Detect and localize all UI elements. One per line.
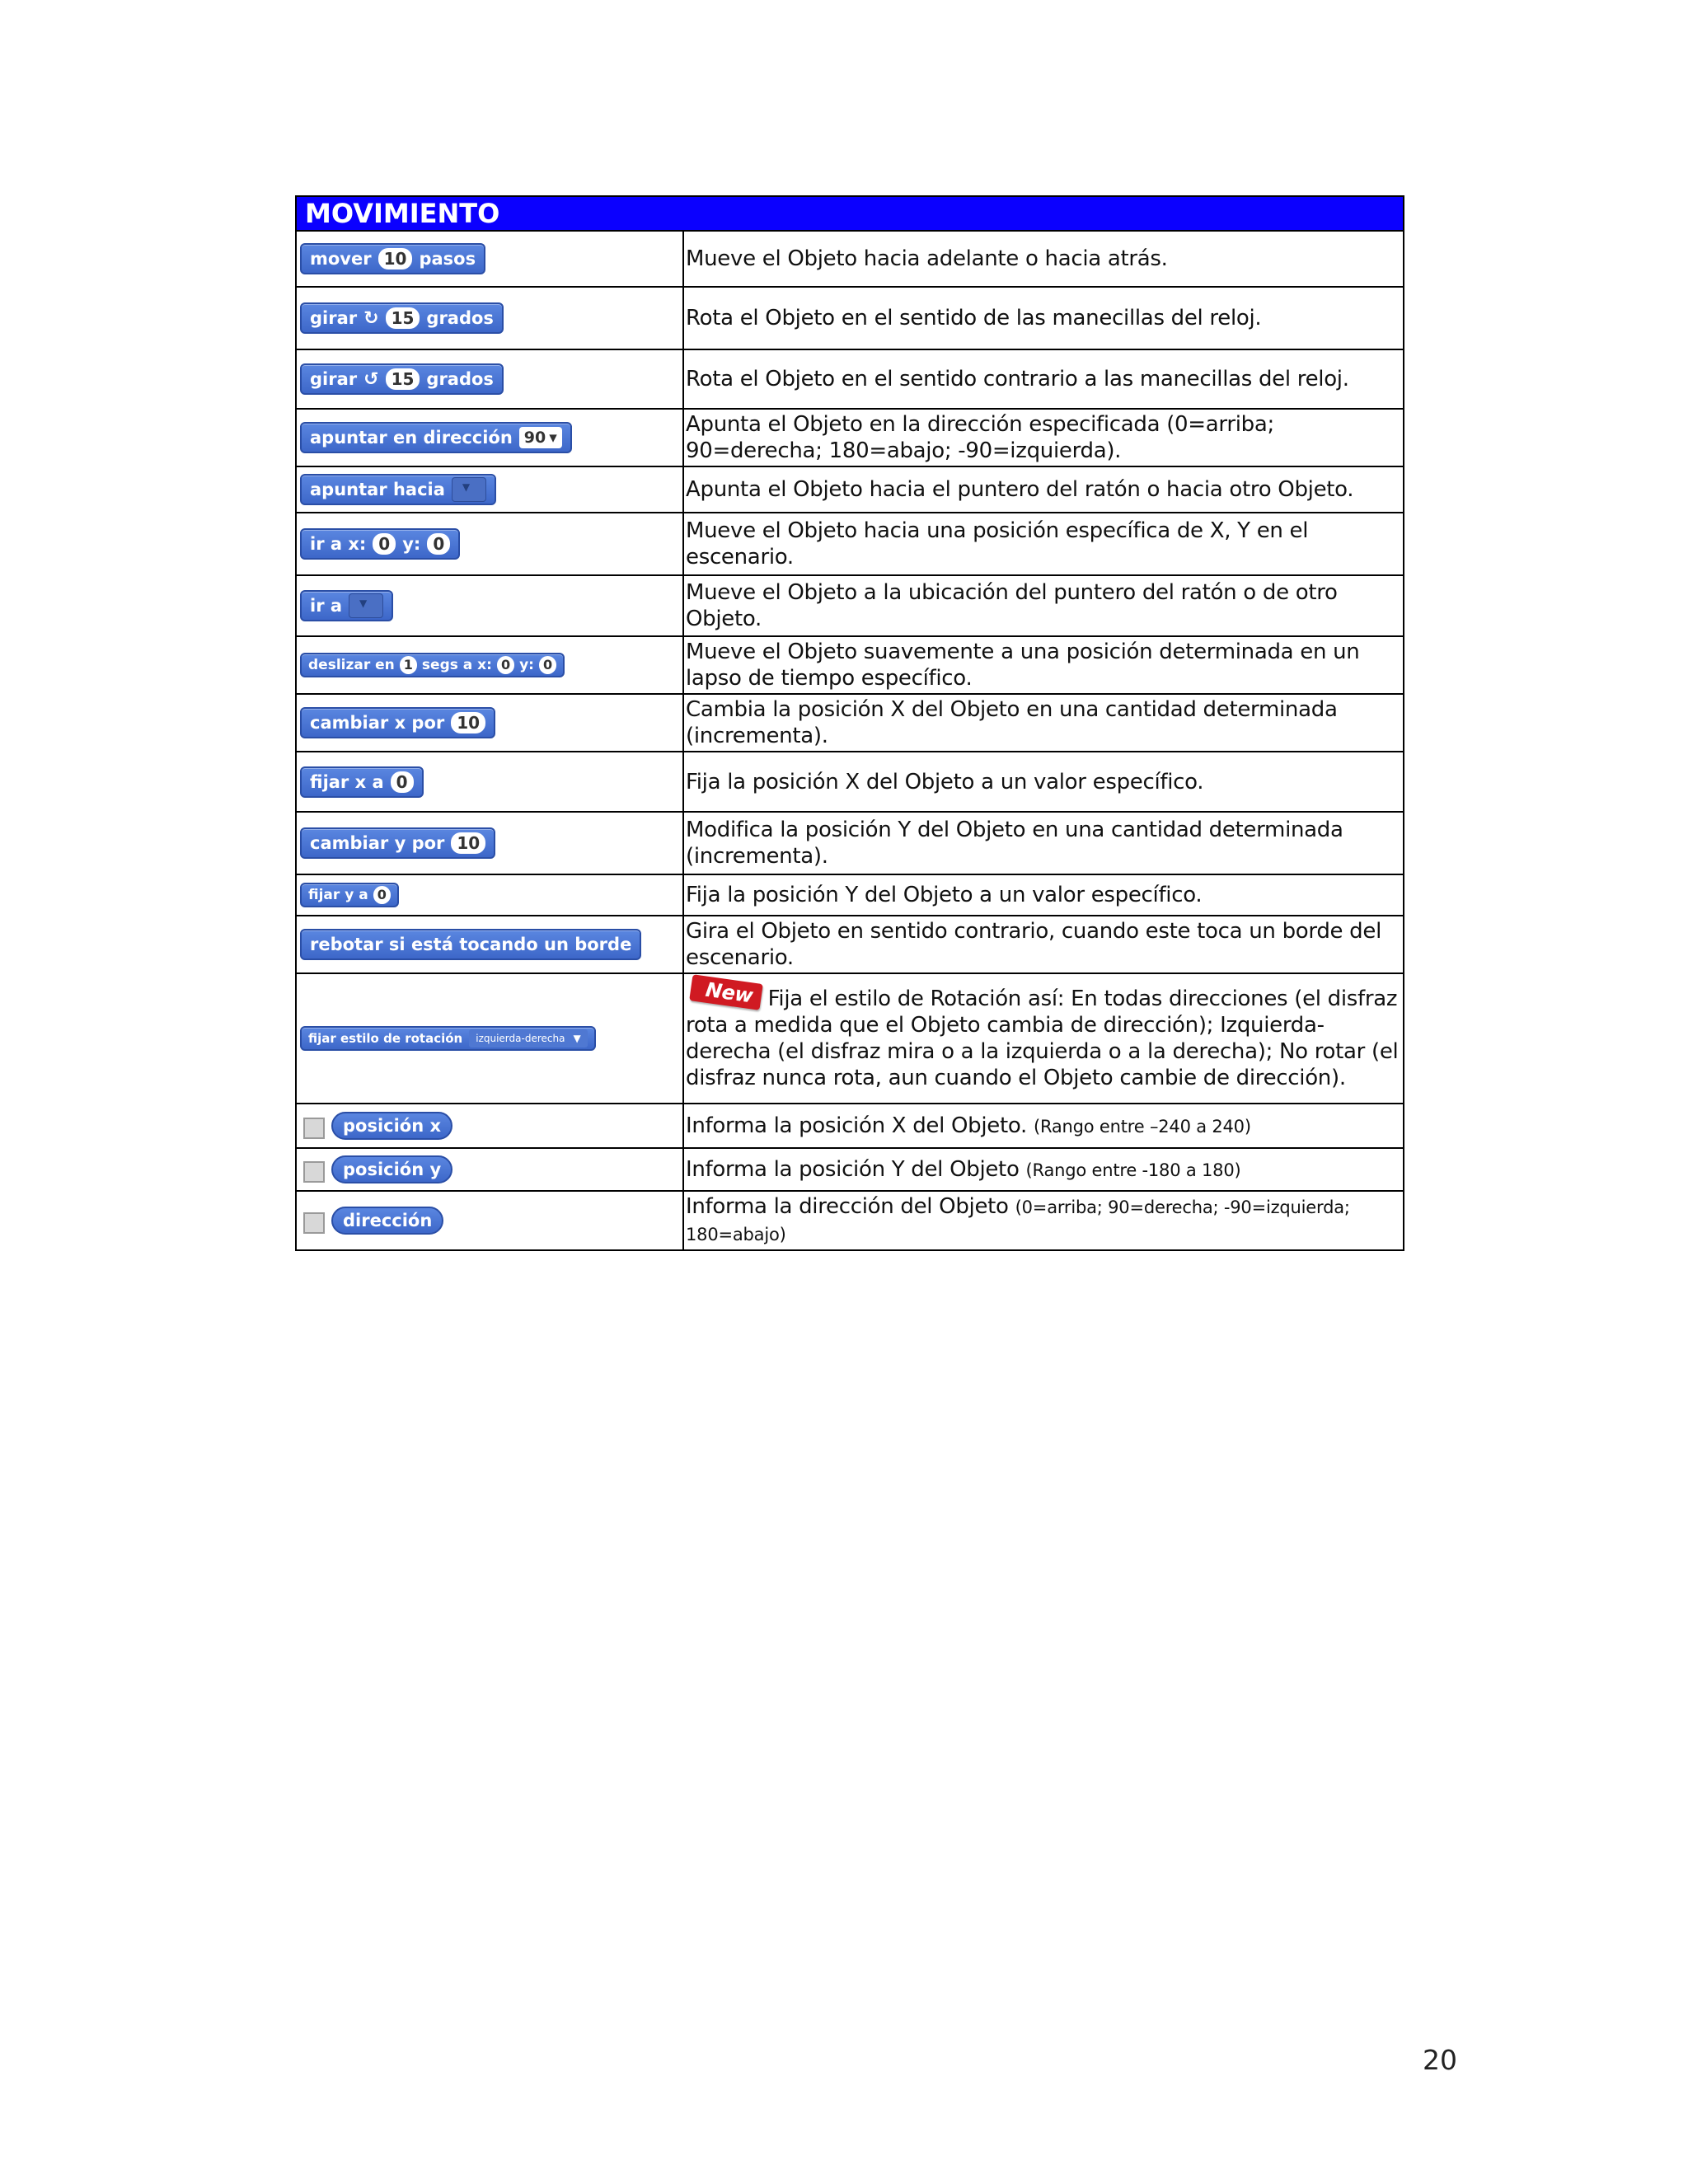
section-title: MOVIMIENTO [296,196,683,231]
block-girar-derecha: girar ↻ 15 grados [300,302,504,334]
row-description: Mueve el Objeto a la ubicación del puntero del ratón o de otro Objeto. [683,575,1404,636]
table-row [296,636,1404,694]
block-cambiar-y: cambiar y por 10 [300,827,495,859]
row-description: Informa la posición X del Objeto. (Rango entre –240 a 240) [683,1104,1404,1148]
table-row [296,349,1404,409]
block-fijar-estilo-rotacion: fijar estilo de rotación izquierda-derecha ▼ [300,1026,596,1051]
checkbox [303,1118,325,1139]
chevron-down-icon: ▼ [573,1033,581,1044]
table-row [296,916,1404,973]
block-ir-a-xy: ir a x: 0 y: 0 [300,528,460,560]
row-description: Mueve el Objeto suavemente a una posición determinada en un lapso de tiempo específico. [683,636,1404,694]
row-description: Apunta el Objeto en la dirección especificada (0=arriba; 90=derecha; 180=abajo; -90=izquierda). [683,409,1404,466]
row-description: Mueve el Objeto hacia adelante o hacia atrás. [683,231,1404,287]
checkbox [303,1212,325,1234]
row-description: Cambia la posición X del Objeto en una cantidad determinada (incrementa). [683,694,1404,752]
row-description: Rota el Objeto en el sentido contrario a las manecillas del reloj. [683,349,1404,409]
motion-blocks-table [295,195,1404,1251]
block-girar-izquierda: girar ↺ 15 grados [300,363,504,395]
block-fijar-x: fijar x a 0 [300,766,424,798]
table-row [296,231,1404,287]
block-rebotar: rebotar si está tocando un borde [300,929,641,960]
dropdown-slot [349,593,383,618]
table-row [296,973,1404,1104]
row-description: Informa la posición Y del Objeto (Rango entre -180 a 180) [683,1148,1404,1191]
chevron-down-icon: ▾ [549,429,557,447]
reporter-direccion: dirección [331,1207,443,1235]
block-fijar-y: fijar y a 0 [300,883,399,907]
table-row [296,812,1404,874]
block-ir-a: ir a ▼ [300,590,393,621]
table-row [296,1104,1404,1148]
row-description: New Fija el estilo de Rotación así: En todas direcciones (el disfraz rota a medida que el Objeto cambia de dirección); Izquierda-derecha (el disfraz mira o a la izquierda o a la derecha); No rotar (el disfraz nunca rota, aun cuando el Objeto cambie de dirección). [683,973,1404,1104]
table-row [296,466,1404,513]
block-apuntar-hacia: apuntar hacia ▼ [300,474,496,505]
block-cambiar-x: cambiar x por 10 [300,707,495,738]
block-mover-pasos: mover 10 pasos [300,243,485,274]
table-row [296,694,1404,752]
block-deslizar: deslizar en 1 segs a x: 0 y: 0 [300,653,565,677]
dropdown-slot [452,477,486,502]
row-description: Rota el Objeto en el sentido de las manecillas del reloj. [683,287,1404,349]
table-row [296,752,1404,812]
row-description: Gira el Objeto en sentido contrario, cuando este toca un borde del escenario. [683,916,1404,973]
table-row [296,287,1404,349]
table-row [296,409,1404,466]
block-apuntar-direccion: apuntar en dirección 90 ▾ [300,422,572,453]
page-number: 20 [1423,2044,1457,2076]
table-header-row [296,196,1404,231]
reporter-posicion-x: posición x [331,1112,452,1140]
row-description: Fija la posición Y del Objeto a un valor específico. [683,874,1404,916]
table-row [296,513,1404,575]
table-row [296,874,1404,916]
reporter-posicion-y: posición y [331,1155,452,1183]
rotate-counterclockwise-icon: ↺ [363,368,379,390]
row-description: Modifica la posición Y del Objeto en una cantidad determinada (incrementa). [683,812,1404,874]
table-row [296,1148,1404,1191]
table-row [296,1191,1404,1250]
table-row [296,575,1404,636]
row-description: Fija la posición X del Objeto a un valor específico. [683,752,1404,812]
checkbox [303,1161,325,1183]
row-description: Mueve el Objeto hacia una posición específica de X, Y en el escenario. [683,513,1404,575]
new-badge: New [689,974,762,1010]
row-description: Informa la dirección del Objeto (0=arriba; 90=derecha; -90=izquierda; 180=abajo) [683,1191,1404,1250]
row-description: Apunta el Objeto hacia el puntero del ratón o hacia otro Objeto. [683,466,1404,513]
rotate-clockwise-icon: ↻ [363,307,379,329]
